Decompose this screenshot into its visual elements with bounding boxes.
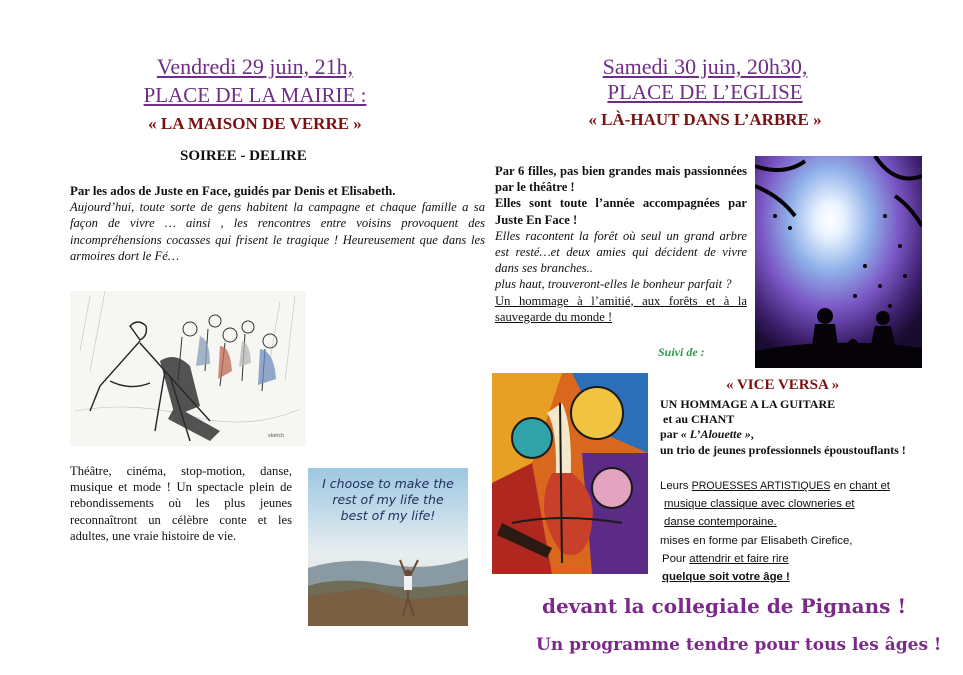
right-intro-bold-2: Elles sont toute l’année accompagnées par Juste En Face ! (495, 196, 747, 227)
right-story: Elles racontent la forêt où seul un grand arbre est resté…et deux amies qui décident de vivre dans ses branches.. (495, 228, 747, 276)
second-show-sans (660, 477, 930, 586)
right-intro-bold-1: Par 6 filles, pas bien grandes mais passionnées par le théâtre ! (495, 164, 747, 195)
left-subtitle: SOIREE - DELIRE (180, 148, 307, 164)
followed-by-label: Suivi de : (658, 345, 705, 359)
musicians-painting (492, 373, 648, 574)
sketch-illustration (70, 291, 306, 446)
sans-line-5-a: Pour (662, 552, 690, 565)
left-date-heading: Vendredi 29 juin, 21h, (156, 54, 354, 79)
right-place-heading: PLACE DE L’EGLISE (607, 80, 803, 104)
program-line: Un programme tendre pour tous les âges ! (536, 635, 942, 655)
left-description: Théâtre, cinéma, stop-motion, danse, musique et mode ! Un spectacle plein de rebondissements où les plus jeunes reconnaîtront un célèbre conte et les adultes, une vraie histoire de vie. (70, 464, 292, 543)
quote-line-1: I choose to make the (322, 476, 454, 491)
second-show-details (660, 397, 925, 458)
second-line-3 (660, 427, 925, 442)
right-intro (495, 163, 747, 325)
sans-line-4: mises en forme par Elisabeth Cirefice, (660, 534, 853, 547)
quote-line-2: rest of my life the (332, 492, 444, 507)
sans-line-5 (660, 550, 930, 568)
sans-line-1 (660, 477, 930, 495)
sans-line-5-b: attendrir et faire rire (689, 552, 789, 565)
left-place-heading: PLACE DE LA MAIRIE : (143, 83, 367, 107)
second-line-3-pre: par (660, 427, 681, 442)
second-show-title: « VICE VERSA » (726, 377, 840, 393)
second-line-3-post: , (750, 427, 754, 442)
sans-line-1-d: chant et (849, 480, 890, 492)
second-line-4: un trio de jeunes professionnels époustouflants ! (660, 442, 906, 457)
sans-line-1-b: PROUESSES ARTISTIQUES (691, 480, 831, 492)
sans-line-3: danse contemporaine. (664, 516, 777, 529)
second-line-1: UN HOMMAGE A LA GUITARE (660, 397, 836, 411)
right-date-heading: Samedi 30 juin, 20h30, (602, 54, 808, 79)
tree-night-illustration (755, 156, 922, 368)
right-show-title: « LÀ-HAUT DANS L’ARBRE » (588, 110, 822, 129)
left-intro-bold: Par les ados de Juste en Face, guidés par Denis et Elisabeth. (70, 184, 396, 198)
quote-photo (308, 468, 468, 626)
left-intro (70, 183, 485, 264)
quote-line-3: best of my life! (340, 508, 436, 523)
second-line-2: et au CHANT (663, 412, 735, 427)
right-tribute: Un hommage à l’amitié, aux forêts et à la sauvegarde du monde ! (495, 293, 747, 324)
left-intro-italic: Aujourd’hui, toute sorte de gens habitent la campagne et chaque famille a sa façon de vivre … ainsi , les rencontres entre voisins provoquent des incompréhensions cocasses qui frisent le tragique ! Heureusement que dans les armoires dort le Fé… (70, 200, 485, 263)
svg-text:sketch: sketch (268, 433, 285, 439)
sans-line-1-a: Leurs (660, 480, 692, 492)
sans-line-6: quelque soit votre âge ! (662, 571, 790, 584)
right-story-2: plus haut, trouveront-elles le bonheur parfait ? (495, 277, 732, 292)
venue-line: devant la collegiale de Pignans ! (542, 594, 907, 618)
left-show-title: « LA MAISON DE VERRE » (148, 114, 362, 133)
sans-line-1-c: en (830, 480, 850, 492)
performer-name: « L’Alouette » (680, 427, 751, 442)
sans-line-2: musique classique avec clowneries et (664, 498, 855, 511)
